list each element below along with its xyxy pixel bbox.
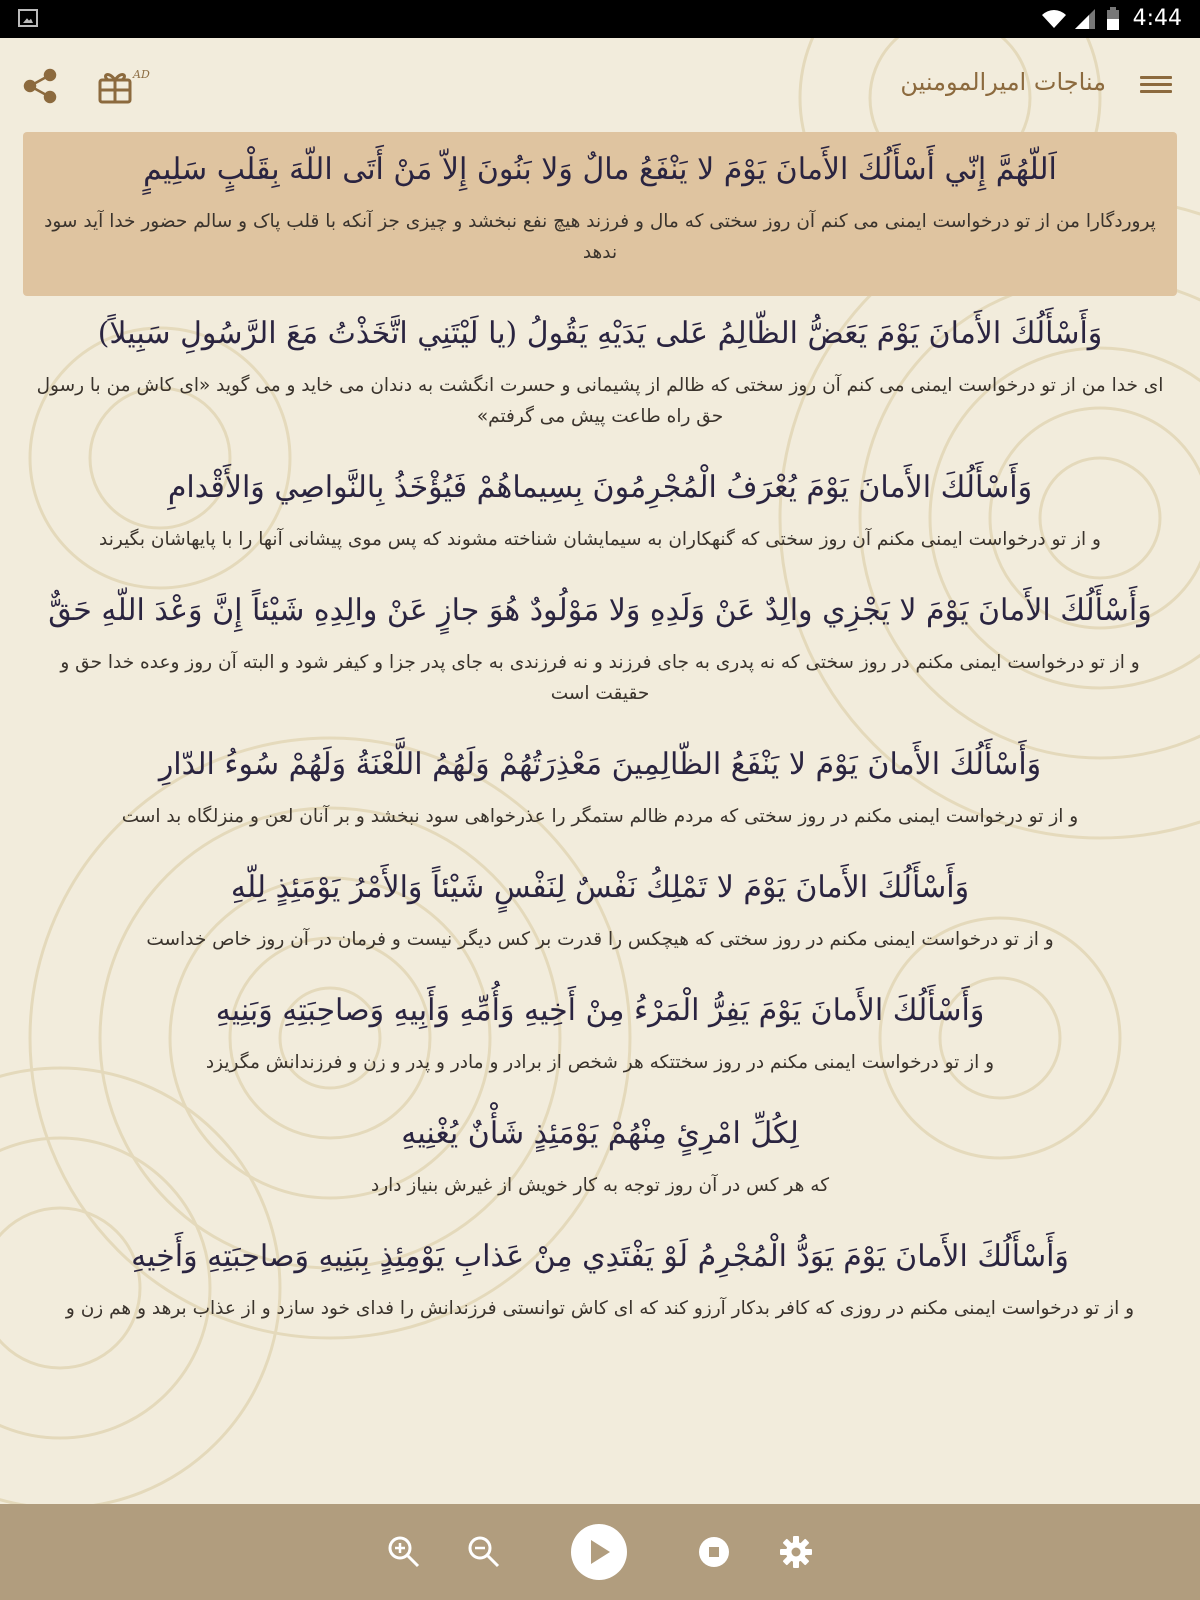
player-toolbar: [0, 1504, 1200, 1600]
cell-signal-icon: [1073, 7, 1099, 31]
arabic-text: اَللّهُمَّ إِنّي أَسْأَلُكَ الأَمانَ يَوْمَ لا يَنْفَعُ مالٌ وَلا بَنُونَ إِلاّ مَنْ أَتَى اللّهَ بِقَلْبٍ سَلِيمٍ: [143, 152, 1057, 187]
arabic-text: وَأَسْأَلُكَ الأَمانَ يَوْمَ يَفِرُّ الْمَرْءُ مِنْ أَخِيهِ وَأُمِّهِ وَأَبِيهِ وَصاحِبَتِهِ وَبَنِيهِ: [215, 993, 985, 1028]
persian-translation: و از تو درخواست ایمنی مکنم در روز سختی که نه پدری به جای فرزند و نه فرزندی به جای پدر جزا و کیفر شود و البته آن روز وعده خدا حق و حقیقت است: [60, 652, 1140, 704]
arabic-text: لِكُلِّ امْرِئٍ مِنْهُمْ يَوْمَئِذٍ شَأْنٌ يُغْنِيهِ: [401, 1116, 799, 1151]
verse-item-active[interactable]: [23, 132, 1177, 296]
zoom-out-button[interactable]: [462, 1504, 506, 1600]
arabic-text: وَأَسْأَلُكَ الأَمانَ يَوْمَ يَعَضُّ الظّالِمُ عَلى يَدَيْهِ يَقُولُ (يا لَيْتَنِي اتَّخَذْتُ مَعَ الرَّسُولِ سَبِيلاً): [97, 316, 1103, 351]
play-icon: [586, 1538, 612, 1566]
hamburger-menu-icon[interactable]: [1140, 72, 1172, 98]
arabic-text: وَأَسْأَلُكَ الأَمانَ يَوْمَ يَوَدُّ الْمُجْرِمُ لَوْ يَفْتَدِي مِنْ عَذابِ يَوْمِئِذٍ بِبَنِيهِ وَصاحِبَتِهِ وَأَخِيهِ: [131, 1239, 1069, 1274]
persian-translation: پروردگارا من از تو درخواست ایمنی می کنم آن روز سختی که مال و فرزند هیچ نفع نبخشد و چیزی جز آنکه با قلب پاک و سالم حضور خدا آید سود ندهد: [44, 211, 1156, 263]
status-clock: 4:44: [1132, 6, 1182, 31]
verse-item[interactable]: [23, 1219, 1177, 1324]
verse-item[interactable]: [23, 573, 1177, 709]
persian-translation: که هر کس در آن روز توجه به کار خویش از غیرش بنیاز دارد: [370, 1175, 830, 1196]
persian-translation: ای خدا من از تو درخواست ایمنی می کنم آن روز سختی که ظالم از پشیمانی و حسرت انگشت به دندان می خاید و می گوید «ای کاش من با رسول حق راه طاعت پیش می گرفتم»: [36, 375, 1164, 427]
arabic-text: وَأَسْأَلُكَ الأَمانَ يَوْمَ لا يَجْزِي والِدٌ عَنْ وَلَدِهِ وَلا مَوْلُودٌ هُوَ جازٍ عَنْ والِدِهِ شَيْئاً إِنَّ وَعْدَ اللّهِ حَقٌّ: [48, 593, 1152, 628]
verse-item[interactable]: [23, 450, 1177, 555]
wifi-icon: [1041, 7, 1067, 31]
persian-translation: و از تو درخواست ایمنی مکنم آن روز سختی که گنهکاران به سیمایشان شناخته مشوند که پس موی پیشانی آنها را با پایهاشان بگیرند: [99, 529, 1101, 550]
persian-translation: و از تو درخواست ایمنی مکنم در روز سختی که مردم ظالم ستمگر را عذرخواهی سود نبخشد و بر آنان لعن و منزلگاه بد است: [121, 806, 1079, 827]
page-title: مناجات امیرالمومنین: [900, 68, 1106, 96]
verse-item[interactable]: [23, 727, 1177, 832]
persian-translation: و از تو درخواست ایمنی مکنم در روزی که کافر بدکار آرزو کند که ای کاش توانستی فرزندانش را فدای خود سازد و از عذاب برهد و هم زن و: [65, 1298, 1135, 1319]
gift-icon[interactable]: [96, 66, 136, 106]
verse-item[interactable]: [23, 850, 1177, 955]
verse-item[interactable]: [23, 1096, 1177, 1201]
verse-item[interactable]: [23, 973, 1177, 1078]
battery-icon: [1105, 7, 1121, 31]
verse-list[interactable]: [0, 132, 1200, 1504]
image-notification-icon: [18, 9, 38, 27]
zoom-in-button[interactable]: [382, 1504, 426, 1600]
zoom-out-icon: [467, 1535, 501, 1569]
status-bar: [0, 0, 1200, 38]
arabic-text: وَأَسْأَلُكَ الأَمانَ يَوْمَ لا تَمْلِكُ نَفْسٌ لِنَفْسٍ شَيْئاً وَالأَمْرُ يَوْمَئِذٍ لِلّهِ: [230, 870, 970, 905]
persian-translation: و از تو درخواست ایمنی مکنم در روز سختتکه هر شخص از برادر و مادر و پدر و زن و فرزندانش مگریزد: [205, 1052, 995, 1073]
share-icon[interactable]: [22, 68, 58, 104]
arabic-text: وَأَسْأَلُكَ الأَمانَ يَوْمَ يُعْرَفُ الْمُجْرِمُونَ بِسِيماهُمْ فَيُؤْخَذُ بِالنَّواصِي وَالأَقْدامِ: [167, 470, 1033, 505]
status-icons: [1041, 6, 1182, 31]
verse-item[interactable]: [23, 296, 1177, 432]
settings-button[interactable]: [776, 1504, 816, 1600]
zoom-in-icon: [387, 1535, 421, 1569]
gear-icon: [779, 1535, 813, 1569]
stop-button[interactable]: [696, 1504, 732, 1600]
persian-translation: و از تو درخواست ایمنی مکنم در روز سختی که هیچکس را قدرت بر کس دیگر نیست و فرمان در آن روز خاص خداست: [146, 929, 1054, 950]
ad-badge: AD: [133, 68, 150, 81]
play-button[interactable]: [571, 1504, 627, 1600]
arabic-text: وَأَسْأَلُكَ الأَمانَ يَوْمَ لا يَنْفَعُ الظّالِمِينَ مَعْذِرَتُهُمْ وَلَهُمُ اللَّعْنَةُ وَلَهُمْ سُوءُ الدّارِ: [158, 747, 1042, 782]
stop-icon: [698, 1536, 730, 1568]
